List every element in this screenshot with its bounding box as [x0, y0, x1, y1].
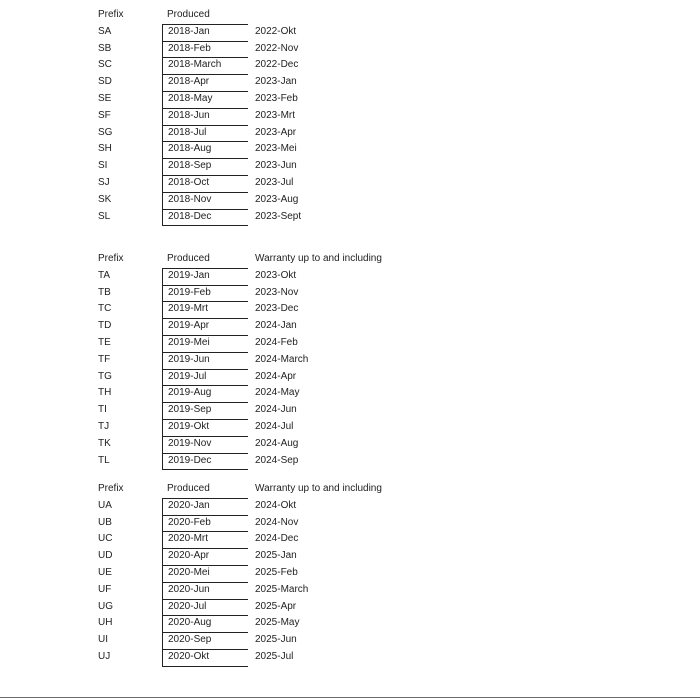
- produced-cell: 2020-Okt: [162, 649, 248, 667]
- warranty-cell: 2024-March: [255, 353, 309, 365]
- prefix-cell: TC: [98, 303, 112, 315]
- warranty-cell: 2023-Jun: [255, 160, 297, 172]
- produced-cell: 2018-Dec: [162, 209, 248, 227]
- prefix-cell: TI: [98, 404, 107, 416]
- produced-cell: 2019-Apr: [162, 318, 248, 336]
- warranty-cell: 2023-Feb: [255, 92, 298, 104]
- produced-cell: 2019-Nov: [162, 436, 248, 454]
- prefix-cell: SF: [98, 109, 111, 121]
- warranty-cell: 2023-Jul: [255, 176, 294, 188]
- produced-cell: 2018-May: [162, 91, 248, 109]
- prefix-cell: UA: [98, 499, 112, 511]
- warranty-cell: 2025-May: [255, 617, 300, 629]
- warranty-cell: 2023-Mrt: [255, 109, 296, 121]
- produced-cell: 2019-Jun: [162, 352, 248, 370]
- warranty-cell: 2023-Okt: [255, 269, 297, 281]
- warranty-cell: 2024-Jan: [255, 320, 297, 332]
- produced-header: Produced: [162, 7, 248, 25]
- warranty-cell: 2023-Aug: [255, 193, 299, 205]
- produced-cell: 2019-Dec: [162, 453, 248, 471]
- prefix-cell: TA: [98, 269, 111, 281]
- produced-cell: 2019-Aug: [162, 385, 248, 403]
- prefix-cell: SD: [98, 76, 112, 88]
- warranty-cell: 2023-Dec: [255, 303, 299, 315]
- produced-cell: 2020-Mrt: [162, 531, 248, 549]
- prefix-cell: SC: [98, 59, 112, 71]
- produced-cell: 2019-Feb: [162, 285, 248, 303]
- prefix-cell: UD: [98, 550, 113, 562]
- prefix-cell: SG: [98, 126, 113, 138]
- produced-cell: 2018-March: [162, 57, 248, 75]
- prefix-cell: SI: [98, 160, 108, 172]
- produced-header: Produced: [162, 481, 248, 499]
- prefix-cell: UI: [98, 634, 108, 646]
- produced-cell: 2018-Jun: [162, 108, 248, 126]
- prefix-cell: TJ: [98, 420, 110, 432]
- warranty-cell: 2023-Jan: [255, 76, 297, 88]
- prefix-cell: TK: [98, 437, 111, 449]
- warranty-cell: 2024-Nov: [255, 516, 299, 528]
- produced-cell: 2018-Jul: [162, 125, 248, 143]
- produced-cell: 2020-Jul: [162, 599, 248, 617]
- prefix-cell: TL: [98, 454, 110, 466]
- warranty-cell: 2025-Jan: [255, 550, 297, 562]
- prefix-cell: UE: [98, 566, 112, 578]
- produced-cell: 2020-Feb: [162, 515, 248, 533]
- prefix-cell: SA: [98, 25, 112, 37]
- warranty-cell: 2022-Okt: [255, 25, 297, 37]
- produced-cell: 2018-Aug: [162, 141, 248, 159]
- warranty-cell: 2025-Feb: [255, 566, 298, 578]
- prefix-cell: SB: [98, 42, 112, 54]
- prefix-cell: UF: [98, 583, 112, 595]
- produced-cell: 2019-Mrt: [162, 301, 248, 319]
- produced-cell: 2018-Sep: [162, 158, 248, 176]
- prefix-cell: TF: [98, 353, 111, 365]
- warranty-cell: 2025-Apr: [255, 600, 297, 612]
- warranty-cell: 2023-Sept: [255, 210, 302, 222]
- warranty-cell: 2022-Nov: [255, 42, 299, 54]
- warranty-cell: 2022-Dec: [255, 59, 299, 71]
- produced-cell: 2019-Jan: [162, 268, 248, 286]
- warranty-cell: 2025-Jul: [255, 650, 294, 662]
- produced-cell: 2019-Jul: [162, 369, 248, 387]
- produced-cell: 2018-Oct: [162, 175, 248, 193]
- produced-cell: 2018-Feb: [162, 41, 248, 59]
- prefix-cell: SH: [98, 143, 112, 155]
- warranty-cell: 2024-Aug: [255, 437, 299, 449]
- produced-cell: 2020-Apr: [162, 548, 248, 566]
- prefix-cell: UG: [98, 600, 113, 612]
- produced-cell: 2018-Jan: [162, 24, 248, 42]
- produced-cell: 2019-Sep: [162, 402, 248, 420]
- produced-cell: 2019-Mei: [162, 335, 248, 353]
- warranty-cell: 2024-Jun: [255, 404, 297, 416]
- produced-cell: 2020-Jan: [162, 498, 248, 516]
- warranty-cell: 2024-Apr: [255, 370, 297, 382]
- warranty-header: Warranty up to and including: [255, 483, 382, 494]
- warranty-cell: 2025-Jun: [255, 634, 297, 646]
- prefix-cell: SL: [98, 210, 111, 222]
- warranty-cell: 2024-Jul: [255, 420, 294, 432]
- prefix-cell: TE: [98, 336, 111, 348]
- produced-cell: 2018-Nov: [162, 192, 248, 210]
- prefix-cell: TD: [98, 320, 112, 332]
- warranty-cell: 2023-Mei: [255, 143, 297, 155]
- warranty-cell: 2023-Nov: [255, 286, 299, 298]
- produced-cell: 2020-Mei: [162, 565, 248, 583]
- prefix-cell: SJ: [98, 176, 110, 188]
- warranty-cell: 2025-March: [255, 583, 309, 595]
- prefix-cell: SK: [98, 193, 112, 205]
- prefix-header: Prefix: [98, 483, 124, 494]
- prefix-header: Prefix: [98, 9, 124, 20]
- prefix-cell: UC: [98, 533, 113, 545]
- warranty-cell: 2024-Dec: [255, 533, 299, 545]
- warranty-header: Warranty up to and including: [255, 253, 382, 264]
- produced-cell: 2018-Apr: [162, 74, 248, 92]
- warranty-cell: 2024-May: [255, 387, 300, 399]
- produced-cell: 2019-Okt: [162, 419, 248, 437]
- prefix-header: Prefix: [98, 253, 124, 264]
- warranty-cell: 2024-Feb: [255, 336, 298, 348]
- prefix-cell: SE: [98, 92, 112, 104]
- prefix-cell: UJ: [98, 650, 111, 662]
- warranty-cell: 2024-Okt: [255, 499, 297, 511]
- prefix-cell: UH: [98, 617, 113, 629]
- prefix-cell: TB: [98, 286, 111, 298]
- prefix-cell: TG: [98, 370, 112, 382]
- produced-header: Produced: [162, 251, 248, 269]
- page-bottom-divider: [0, 697, 700, 698]
- prefix-cell: TH: [98, 387, 112, 399]
- produced-cell: 2020-Jun: [162, 582, 248, 600]
- produced-cell: 2020-Sep: [162, 632, 248, 650]
- warranty-cell: 2023-Apr: [255, 126, 297, 138]
- produced-cell: 2020-Aug: [162, 615, 248, 633]
- warranty-cell: 2024-Sep: [255, 454, 299, 466]
- prefix-cell: UB: [98, 516, 112, 528]
